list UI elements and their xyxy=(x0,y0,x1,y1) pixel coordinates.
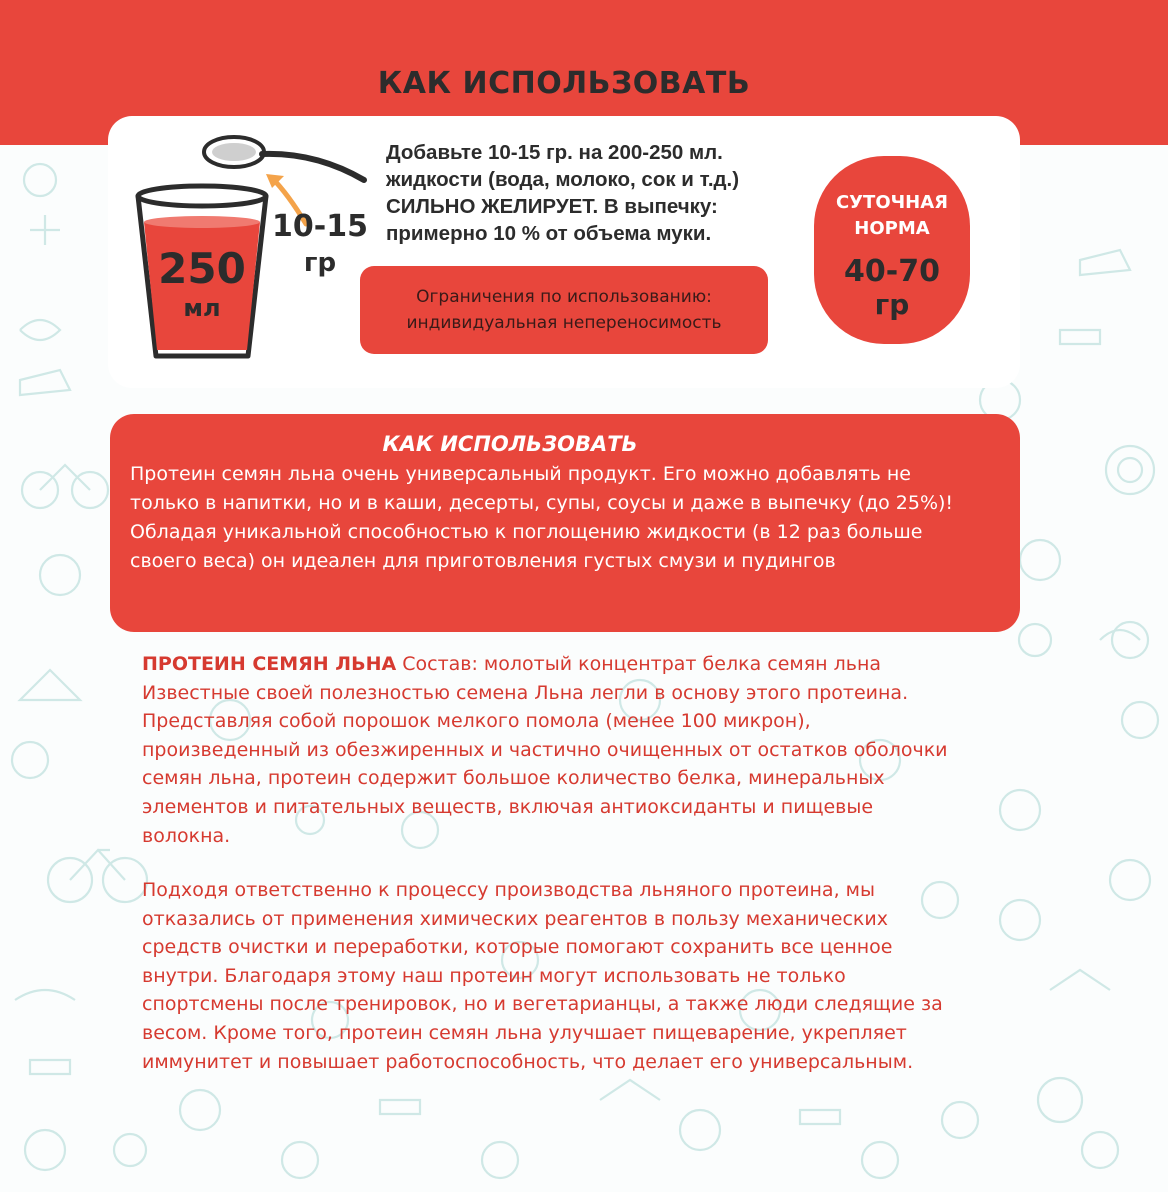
description-line: элементов и питательных веществ, включая антиоксиданты и пищевые xyxy=(142,795,874,818)
fruit-character-icon xyxy=(680,1110,720,1150)
football-icon xyxy=(24,164,56,196)
cup-volume-unit: мл xyxy=(183,294,221,322)
usage-line: Протеин семян льна очень универсальный продукт. Его можно добавлять не xyxy=(130,463,911,485)
description-line: внутри. Благодаря этому наш протеин могут использовать не только xyxy=(142,964,846,987)
description-line: иммунитет и повышает работоспособность, что делает его универсальным. xyxy=(142,1050,914,1073)
description-line: Известные своей полезностью семена Льна легли в основу этого протеина. xyxy=(142,681,909,704)
usage-box xyxy=(110,414,1020,632)
description-line: произведенный из обезжиренных и частично очищенных от остатков оболочки xyxy=(142,738,948,761)
fruit-character-icon xyxy=(862,1142,898,1178)
football-icon xyxy=(1019,624,1051,656)
daily-norm-label-line: СУТОЧНАЯ xyxy=(835,192,949,213)
description-line: отказались от применения химических реагентов в пользу механических xyxy=(142,907,888,930)
sneaker-icon xyxy=(600,1080,660,1100)
description-line: волокна. xyxy=(142,824,231,847)
cup-rim xyxy=(138,186,266,206)
daily-norm-badge xyxy=(814,156,970,344)
dumbbell-icon xyxy=(30,1060,70,1074)
shoe-icon xyxy=(20,670,80,700)
scoop-dose-value: 10-15 xyxy=(272,209,368,244)
football-icon xyxy=(1112,622,1148,658)
sneaker-icon xyxy=(1100,630,1140,640)
dosage-instructions xyxy=(386,139,806,247)
football-icon xyxy=(282,1142,318,1178)
football-icon xyxy=(40,555,80,595)
page-title: КАК ИСПОЛЬЗОВАТЬ xyxy=(377,66,751,101)
sneaker-icon xyxy=(1050,970,1110,990)
fruit-character-icon xyxy=(1020,540,1060,580)
description-line: семян льна, протеин содержит большое количество белка, минеральных xyxy=(142,767,885,790)
usage-line: только в напитки, но и в каши, десерты, супы, соусы и даже в выпечку (до 25%)! xyxy=(130,492,954,514)
daily-norm-unit: гр xyxy=(874,288,910,321)
restriction-line: индивидуальная непереносимость xyxy=(406,313,722,333)
plate-icon xyxy=(1106,446,1154,494)
bicycle-frame-icon xyxy=(40,465,90,490)
description-line: Подходя ответственно к процессу производства льняного протеина, мы xyxy=(142,879,875,901)
plate-icon xyxy=(1118,458,1142,482)
composition-text: Состав: молотый концентрат белка семян льна xyxy=(396,653,882,675)
dumbbell-icon xyxy=(800,1110,840,1124)
football-icon xyxy=(1122,702,1158,738)
plate-icon xyxy=(1110,860,1150,900)
daily-norm-label-line: НОРМА xyxy=(854,218,930,239)
sneaker-icon xyxy=(20,320,60,340)
composition-line xyxy=(142,650,1022,679)
fruit-character-icon xyxy=(1038,1078,1082,1122)
description-line: весом. Кроме того, протеин семян льна улучшает пищеварение, укрепляет xyxy=(142,1021,907,1044)
restriction-line: Ограничения по использованию: xyxy=(416,287,712,307)
description-line: средств очистки и переработки, которые помогают сохранить все ценное xyxy=(142,936,893,959)
description-line: Представляя собой порошок мелкого помола (менее 100 микрон), xyxy=(142,710,811,733)
dumbbell-icon xyxy=(1060,330,1100,344)
usage-line: своего веса) он идеален для приготовления густых смузи и пудингов xyxy=(130,550,836,572)
dumbbell-icon xyxy=(30,215,60,245)
usage-line: Обладая уникальной способностью к поглощению жидкости (в 12 раз больше xyxy=(130,521,923,543)
football-icon xyxy=(12,742,48,778)
dumbbell-icon xyxy=(380,1100,420,1114)
cup-volume-value: 250 xyxy=(158,244,246,293)
football-icon xyxy=(114,1134,146,1166)
instruction-line: Добавьте 10-15 гр. на 200-250 мл. xyxy=(386,141,723,164)
scoop-dose-unit: гр xyxy=(303,248,337,278)
fruit-character-icon xyxy=(482,1142,518,1178)
instruction-line: примерно 10 % от объема муки. xyxy=(386,222,712,245)
description-line: спортсмены после тренировок, но и вегетарианцы, а также люди следящие за xyxy=(142,993,943,1016)
sneaker-icon xyxy=(20,370,70,395)
bicycle-frame-icon xyxy=(70,850,125,880)
spoon-bowl-icon xyxy=(212,143,256,161)
description-paragraph-2 xyxy=(142,876,1022,1076)
football-icon xyxy=(942,1102,978,1138)
instruction-line: жидкости (вода, молоко, сок и т.д.) xyxy=(386,168,740,191)
instruction-line: СИЛЬНО ЖЕЛИРУЕТ. В выпечку: xyxy=(386,195,718,218)
daily-norm-label xyxy=(814,190,970,242)
sneaker-icon xyxy=(15,990,75,1000)
sneaker-icon xyxy=(1080,250,1130,275)
description-paragraph-1 xyxy=(142,650,1022,850)
football-icon xyxy=(1082,1132,1118,1168)
daily-norm-value: 40-70 xyxy=(844,254,940,289)
usage-text xyxy=(130,460,1020,576)
product-name: ПРОТЕИН СЕМЯН ЛЬНА xyxy=(142,653,397,675)
fruit-character-icon xyxy=(180,1090,220,1130)
restrictions-box xyxy=(360,266,768,354)
usage-title: КАК ИСПОЛЬЗОВАТЬ xyxy=(382,432,638,456)
football-icon xyxy=(25,1130,65,1170)
